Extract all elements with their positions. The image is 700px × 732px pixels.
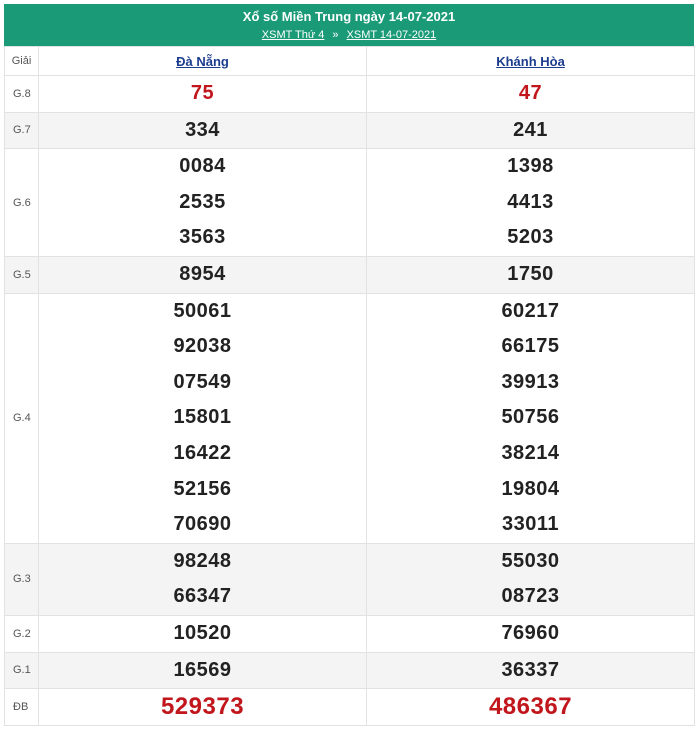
prize-column-header: Giải bbox=[5, 47, 39, 76]
table-row bbox=[5, 76, 695, 113]
table-row bbox=[5, 689, 695, 726]
result-number: 47 bbox=[518, 82, 543, 104]
province1-results bbox=[39, 256, 367, 293]
province1-header bbox=[39, 47, 367, 76]
table-row bbox=[5, 149, 695, 257]
result-number: 4413 bbox=[507, 190, 554, 213]
xsmt-weekday-link[interactable]: XSMT Thứ 4 bbox=[261, 29, 325, 41]
result-number: 334 bbox=[185, 118, 220, 141]
result-number: 3563 bbox=[179, 226, 226, 249]
province2-results bbox=[367, 543, 695, 615]
result-number: 38214 bbox=[501, 441, 560, 464]
table-row bbox=[5, 615, 695, 652]
result-number: 16422 bbox=[173, 441, 232, 464]
province1-results bbox=[39, 615, 367, 652]
prize-label: G.8 bbox=[5, 76, 39, 113]
result-number: 98248 bbox=[173, 549, 232, 572]
link-separator: » bbox=[332, 29, 339, 41]
result-number: 76960 bbox=[501, 621, 560, 644]
province1-results bbox=[39, 112, 367, 149]
result-number: 10520 bbox=[173, 621, 232, 644]
result-number: 52156 bbox=[173, 477, 232, 500]
province1-results bbox=[39, 543, 367, 615]
table-row bbox=[5, 293, 695, 543]
result-number: 5203 bbox=[507, 226, 554, 249]
result-number: 70690 bbox=[173, 513, 232, 536]
province1-link[interactable]: Đà Nẵng bbox=[176, 53, 229, 69]
prize-label: G.7 bbox=[5, 112, 39, 149]
result-number: 36337 bbox=[501, 658, 560, 681]
table-row bbox=[5, 112, 695, 149]
result-number: 486367 bbox=[488, 693, 573, 721]
result-number: 19804 bbox=[501, 477, 560, 500]
result-number: 66175 bbox=[501, 335, 560, 358]
result-number: 50061 bbox=[173, 299, 232, 322]
province1-results bbox=[39, 293, 367, 543]
table-row bbox=[5, 256, 695, 293]
prize-label: G.2 bbox=[5, 615, 39, 652]
province2-header bbox=[367, 47, 695, 76]
province1-results bbox=[39, 689, 367, 726]
province2-results bbox=[367, 149, 695, 257]
result-number: 1398 bbox=[507, 155, 554, 178]
result-number: 39913 bbox=[501, 370, 560, 393]
prize-label: G.3 bbox=[5, 543, 39, 615]
result-number: 07549 bbox=[173, 370, 232, 393]
province2-results bbox=[367, 689, 695, 726]
prize-label: G.6 bbox=[5, 149, 39, 257]
province2-results bbox=[367, 293, 695, 543]
table-row bbox=[5, 543, 695, 615]
province1-results bbox=[39, 149, 367, 257]
results-body bbox=[5, 76, 695, 726]
prize-label: ĐB bbox=[5, 689, 39, 726]
result-number: 55030 bbox=[501, 549, 560, 572]
result-number: 50756 bbox=[501, 406, 560, 429]
results-table bbox=[4, 46, 695, 726]
result-number: 16569 bbox=[173, 658, 232, 681]
result-number: 33011 bbox=[501, 513, 559, 536]
result-number: 66347 bbox=[173, 585, 232, 608]
results-container bbox=[4, 4, 694, 726]
result-number: 1750 bbox=[507, 262, 554, 285]
results-title: Xổ số Miền Trung ngày 14-07-2021 bbox=[242, 9, 456, 24]
header-links bbox=[4, 27, 694, 43]
province1-results bbox=[39, 76, 367, 113]
result-number: 60217 bbox=[501, 299, 560, 322]
province2-results bbox=[367, 112, 695, 149]
result-number: 15801 bbox=[173, 406, 232, 429]
province1-results bbox=[39, 652, 367, 689]
result-number: 8954 bbox=[179, 262, 226, 285]
result-number: 08723 bbox=[501, 585, 560, 608]
prize-label: G.4 bbox=[5, 293, 39, 543]
province2-results bbox=[367, 256, 695, 293]
table-header-row bbox=[5, 47, 695, 76]
province2-link[interactable]: Khánh Hòa bbox=[496, 53, 565, 69]
result-number: 2535 bbox=[179, 190, 226, 213]
xsmt-date-link[interactable]: XSMT 14-07-2021 bbox=[346, 29, 437, 41]
table-row bbox=[5, 652, 695, 689]
province2-results bbox=[367, 76, 695, 113]
prize-label: G.5 bbox=[5, 256, 39, 293]
result-number: 92038 bbox=[173, 335, 232, 358]
result-number: 0084 bbox=[179, 155, 226, 178]
result-number: 75 bbox=[190, 82, 215, 104]
prize-label: G.1 bbox=[5, 652, 39, 689]
province2-results bbox=[367, 615, 695, 652]
results-header bbox=[4, 4, 694, 46]
result-number: 241 bbox=[513, 118, 548, 141]
province2-results bbox=[367, 652, 695, 689]
result-number: 529373 bbox=[160, 693, 245, 721]
